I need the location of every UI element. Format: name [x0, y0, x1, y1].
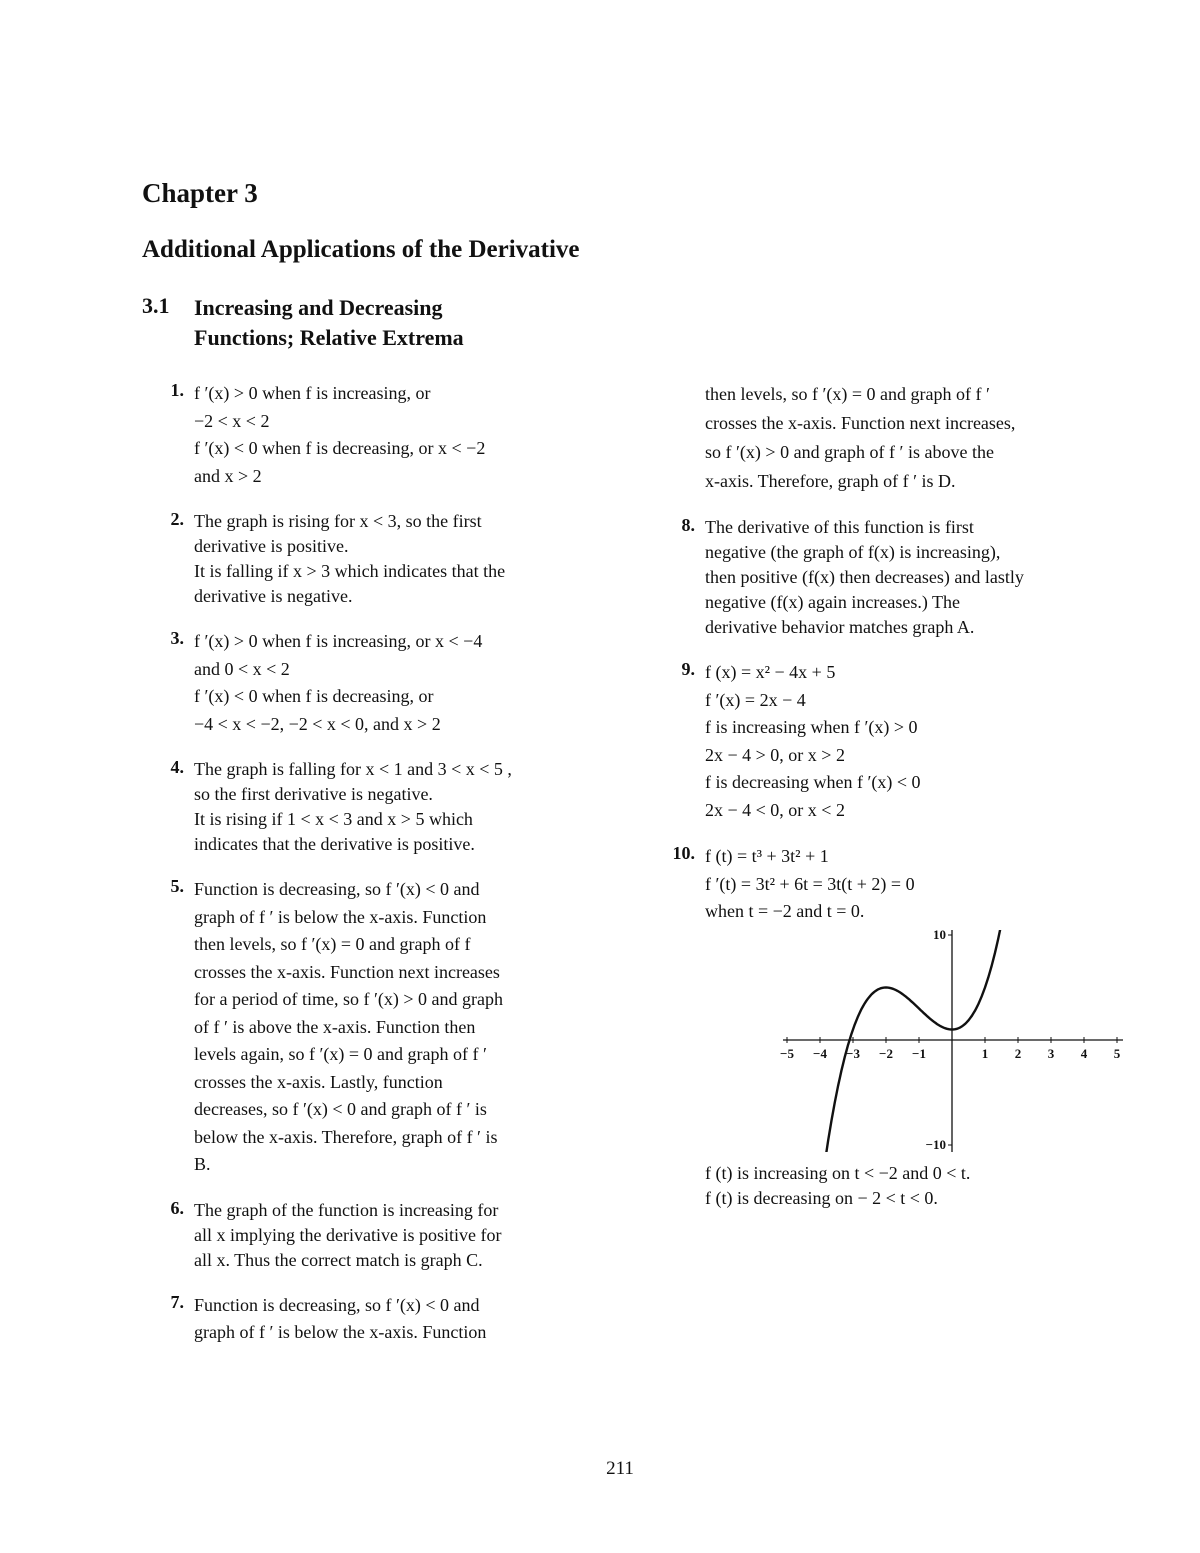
problem-line: f is decreasing when f ′(x) < 0 [705, 772, 921, 792]
problem [142, 380, 592, 490]
problem [142, 628, 592, 738]
function-curve [810, 930, 1044, 1152]
problem-body [194, 757, 592, 857]
problem-line: The derivative of this function is first [705, 517, 974, 537]
problem-number: 8. [681, 515, 695, 535]
problem-line: B. [194, 1154, 211, 1174]
x-tick-label: −5 [780, 1045, 794, 1061]
problem-body [194, 1292, 592, 1347]
problem-body [194, 628, 592, 738]
problem-line: levels again, so f ′(x) = 0 and graph of f ′ [194, 1044, 487, 1064]
problem-line: The graph is falling for x < 1 and 3 < x < 5 , [194, 759, 512, 779]
x-tick-label: 4 [1080, 1045, 1088, 1061]
problem-line: f ′(x) > 0 when f is increasing, or [194, 383, 431, 403]
problem-line: It is falling if x > 3 which indicates that the [194, 561, 506, 581]
problem-number: 7. [170, 1291, 184, 1312]
page-number: 211 [606, 1458, 634, 1479]
problem-line: Function is decreasing, so f ′(x) < 0 and [194, 1294, 480, 1315]
problem-line: f ′(x) = 2x − 4 [705, 689, 806, 710]
problem-line: indicates that the derivative is positive. [194, 834, 475, 854]
problem-line: derivative is positive. [194, 536, 349, 556]
x-tick-label: 1 [981, 1045, 989, 1061]
problem-number: 5. [170, 876, 184, 896]
x-tick-label: 3 [1047, 1045, 1055, 1061]
problem-line: f ′(x) > 0 when f is increasing, or x < −4 [194, 631, 483, 651]
problem-body [705, 843, 1121, 1211]
right-column [640, 380, 1121, 1230]
problem-line: 2x − 4 < 0, or x < 2 [705, 799, 845, 820]
x-tick-label: 2 [1014, 1045, 1022, 1061]
y-tick-label: 10 [933, 929, 946, 942]
continuation-line: so f ′(x) > 0 and graph of f ′ is above the [705, 442, 994, 462]
problem-line: graph of f ′ is below the x-axis. Function [194, 906, 487, 927]
problem [142, 1198, 592, 1273]
problem-line: decreases, so f ′(x) < 0 and graph of f ′ is [194, 1099, 487, 1119]
continuation-line: crosses the x-axis. Function next increases, [705, 413, 1016, 433]
problem-line: 2x − 4 > 0, or x > 2 [705, 744, 845, 765]
problem-line: negative (f(x) again increases.) The [705, 592, 961, 612]
problem-line: all x implying the derivative is positive for [194, 1224, 502, 1245]
problem-body [194, 509, 592, 609]
problem-line: and x > 2 [194, 465, 262, 486]
problem-line: f ′(t) = 3t² + 6t = 3t(t + 2) = 0 [705, 873, 915, 894]
problem-line: crosses the x-axis. Lastly, function [194, 1071, 443, 1092]
problem-body [194, 1198, 592, 1273]
problem [640, 515, 1100, 640]
problem-line: then levels, so f ′(x) = 0 and graph of f [194, 934, 471, 954]
problem-line: crosses the x-axis. Function next increases [194, 961, 500, 982]
chapter-title: Additional Applications of the Derivative [142, 236, 580, 263]
problem-body [705, 515, 1100, 640]
continuation-line: then levels, so f ′(x) = 0 and graph of f ′ [705, 384, 990, 404]
problem-line: f (t) = t³ + 3t² + 1 [705, 846, 829, 866]
problem-number: 1. [170, 380, 184, 400]
problem-number: 2. [170, 509, 184, 529]
function-graph [765, 929, 1121, 1157]
problem-line: f (t) is increasing on t < −2 and 0 < t. [705, 1162, 971, 1183]
section-number: 3.1 [142, 293, 170, 318]
problem-line: f (t) is decreasing on − 2 < t < 0. [705, 1187, 938, 1208]
problem-line: when t = −2 and t = 0. [705, 901, 865, 921]
problem [640, 659, 1100, 824]
problem-line: below the x-axis. Therefore, graph of f ′ is [194, 1126, 498, 1147]
x-tick-label: −2 [879, 1045, 893, 1061]
problem-line: for a period of time, so f ′(x) > 0 and graph [194, 989, 503, 1009]
problem-line: f is increasing when f ′(x) > 0 [705, 717, 918, 737]
problem-line: all x. Thus the correct match is graph C. [194, 1249, 483, 1270]
problem-line: The graph of the function is increasing for [194, 1199, 499, 1220]
continuation-body [705, 380, 1100, 496]
problem-line: f ′(x) < 0 when f is decreasing, or [194, 686, 434, 706]
problem-line: derivative behavior matches graph A. [705, 617, 975, 637]
problem-line: f (x) = x² − 4x + 5 [705, 662, 836, 682]
problem-number: 10. [672, 843, 695, 863]
problem-line: −4 < x < −2, −2 < x < 0, and x > 2 [194, 713, 441, 734]
problem-line: so the first derivative is negative. [194, 784, 433, 804]
problem-line: and 0 < x < 2 [194, 658, 290, 679]
problem-number: 3. [170, 628, 184, 648]
problem-line: negative (the graph of f(x) is increasing), [705, 542, 1001, 562]
problem-continuation [640, 380, 1100, 496]
problem-line: derivative is negative. [194, 586, 353, 606]
problem-line: graph of f ′ is below the x-axis. Function [194, 1322, 487, 1342]
problem-line: Function is decreasing, so f ′(x) < 0 and [194, 879, 480, 899]
problem-body [194, 876, 592, 1179]
problem-body [705, 659, 1100, 824]
problem-body [194, 380, 592, 490]
problem-line: then positive (f(x) then decreases) and lastly [705, 567, 1024, 587]
section-title-line: Increasing and Decreasing [194, 295, 443, 320]
section-title [194, 293, 614, 353]
x-tick-label: 5 [1113, 1045, 1121, 1061]
continuation-line: x-axis. Therefore, graph of f ′ is D. [705, 471, 956, 491]
problem [142, 876, 592, 1179]
left-column [142, 380, 592, 1366]
problem-number: 4. [170, 757, 184, 777]
problem [142, 509, 592, 609]
problem-line: of f ′ is above the x-axis. Function then [194, 1016, 476, 1037]
x-tick-label: −4 [813, 1045, 827, 1061]
y-tick-label: −10 [925, 1136, 946, 1152]
problem [142, 1292, 592, 1347]
problem-number: 9. [681, 659, 695, 679]
problem-line: f ′(x) < 0 when f is decreasing, or x < −2 [194, 438, 486, 458]
problem-line: It is rising if 1 < x < 3 and x > 5 which [194, 809, 473, 829]
section-title-line: Functions; Relative Extrema [194, 325, 464, 350]
problem [142, 757, 592, 857]
x-tick-label: −1 [912, 1045, 926, 1061]
problem-number: 6. [170, 1197, 184, 1218]
problem-line: The graph is rising for x < 3, so the first [194, 511, 482, 531]
chapter-heading: Chapter 3 [142, 178, 258, 208]
chart-svg [765, 930, 1125, 1152]
x-tick-label: −3 [846, 1045, 860, 1061]
problem [640, 843, 1121, 1211]
problem-line: −2 < x < 2 [194, 410, 270, 431]
